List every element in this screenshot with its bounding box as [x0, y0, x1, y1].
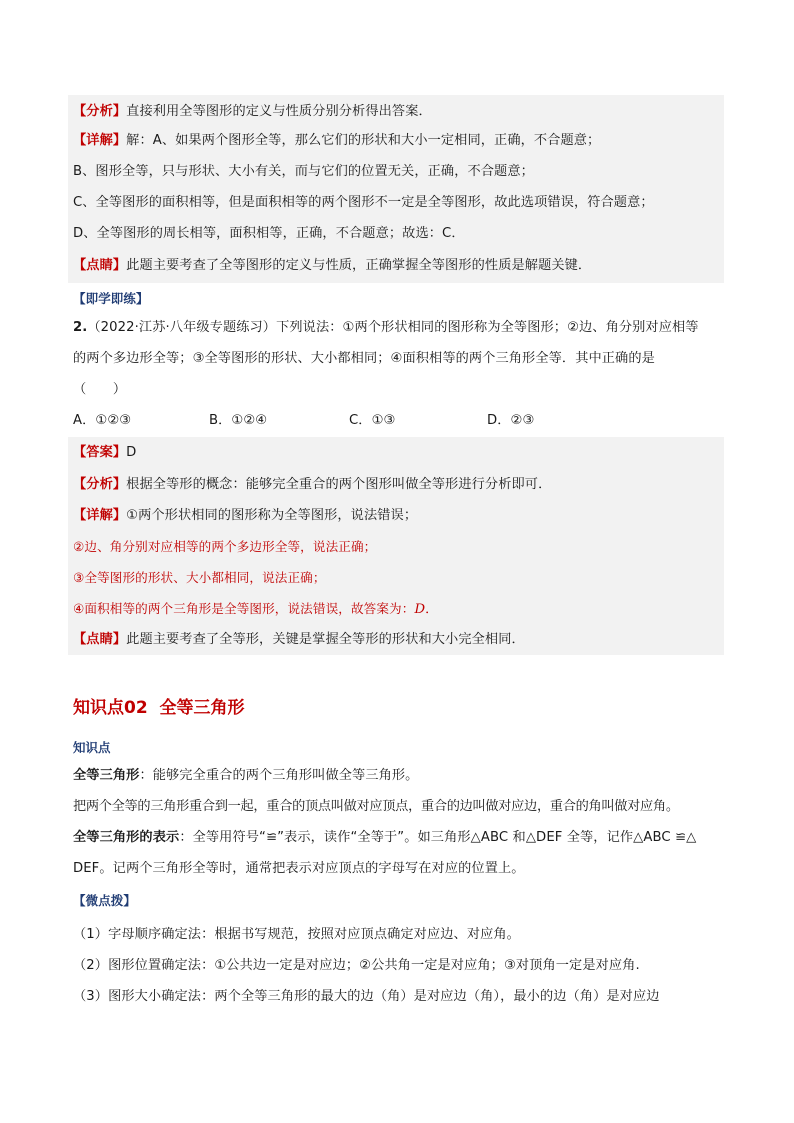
detail-line-b: B、图形全等，只与形状、大小有关，而与它们的位置无关，正确，不合题意； [73, 164, 534, 179]
detail-line-d: D、全等图形的周长相等，面积相等，正确，不合题意；故选：C． [73, 226, 465, 241]
detail-line [73, 128, 724, 154]
question-options [73, 408, 724, 434]
comment-text-2: 此题主要考查了全等形，关键是掌握全等形的形状和大小完全相同． [126, 632, 525, 647]
definition-text: ：能够完全重合的两个三角形叫做全等三角形。 [139, 768, 419, 783]
practice-heading-text: 【即学即练】 [73, 291, 149, 306]
question-text-1: 下列说法：①两个形状相同的图形称为全等图形；②边、角分别对应相等 [276, 320, 699, 335]
comment-tag: 【点睛】 [73, 258, 127, 273]
tip-item: （3）图形大小确定法：两个全等三角形的最大的边（角）是对应边（角），最小的边（角）是对应边 [73, 989, 660, 1004]
tip-item: （1）字母顺序确定法：根据书写规范，按照对应顶点确定对应边、对应角。 [73, 927, 520, 942]
comment-tag-2: 【点睛】 [73, 632, 127, 647]
answer-tag: 【答案】 [73, 445, 127, 460]
analysis-line-2 [73, 472, 724, 498]
tip-heading [73, 888, 724, 915]
answer-text: D [126, 445, 137, 460]
question-number: 2. [73, 320, 88, 335]
detail-line-c: C、全等图形的面积相等，但是面积相等的两个图形不一定是全等图形，故此选项错误，符合题意； [73, 195, 654, 210]
detail-line-2-4-end: ． [425, 602, 439, 617]
detail-line-2 [73, 503, 724, 529]
section-subheading: 知识点 [73, 740, 111, 755]
option-b: B．①②④ [209, 413, 268, 428]
notation-term: 全等三角形的表示 [73, 830, 180, 845]
notation-text: ：全等用符号“≌”表示，读作“全等于”。如三角形△ABC 和△DEF 全等，记作△ABC ≌△ [179, 830, 697, 845]
analysis-line [73, 99, 724, 125]
question-line-1 [73, 315, 724, 341]
question-source: （2022·江苏·八年级专题练习） [87, 320, 277, 335]
analysis-tag: 【分析】 [73, 104, 127, 119]
detail-text-2: ①两个形状相同的图形称为全等图形，说法错误； [126, 508, 418, 523]
detail-tag-2: 【详解】 [73, 508, 127, 523]
detail-line-2-4-answer: D [414, 602, 426, 617]
analysis-tag-2: 【分析】 [73, 477, 127, 492]
detail-text: 解：A、如果两个图形全等，那么它们的形状和大小一定相同，正确，不合题意； [126, 133, 601, 148]
analysis-text-2: 根据全等形的概念：能够完全重合的两个图形叫做全等形进行分析即可． [126, 477, 552, 492]
comment-text: 此题主要考查了全等图形的定义与性质，正确掌握全等图形的性质是解题关键． [126, 258, 592, 273]
notation-line [73, 825, 724, 851]
detail-line-2-4 [73, 596, 724, 623]
detail-line-2-4-text: ④面积相等的两个三角形是全等图形，说法错误，故答案为： [73, 601, 415, 616]
definition-term: 全等三角形 [73, 768, 140, 783]
detail-line-2-2: ②边、角分别对应相等的两个多边形全等，说法正确； [73, 539, 377, 554]
option-d: D．②③ [487, 413, 535, 428]
question-line-3: （ ） [73, 382, 127, 397]
detail-line-2-3: ③全等图形的形状、大小都相同，说法正确； [73, 570, 326, 585]
option-c: C．①③ [349, 413, 396, 428]
tip-heading-text: 【微点拨】 [73, 893, 137, 908]
analysis-text: 直接利用全等图形的定义与性质分别分析得出答案． [126, 104, 432, 119]
question-line-2: 的两个多边形全等；③全等图形的形状、大小都相同；④面积相等的两个三角形全等．其中正确的是 [73, 351, 655, 366]
answer-line [73, 440, 724, 466]
definition-line [73, 763, 724, 789]
correspondence-line: 把两个全等的三角形重合到一起，重合的顶点叫做对应顶点，重合的边叫做对应边，重合的角叫做对应角。 [73, 799, 679, 814]
practice-heading [73, 286, 724, 313]
notation-line-2: DEF。记两个三角形全等时，通常把表示对应顶点的字母写在对应的位置上。 [73, 861, 525, 876]
tip-item: （2）图形位置确定法：①公共边一定是对应边；②公共角一定是对应角；③对顶角一定是对应角. [73, 958, 640, 973]
comment-line-2 [73, 627, 724, 653]
comment-line [73, 253, 724, 279]
detail-tag: 【详解】 [73, 133, 127, 148]
option-a: A．①②③ [73, 413, 132, 428]
section-title: 知识点02 全等三角形 [73, 698, 245, 718]
